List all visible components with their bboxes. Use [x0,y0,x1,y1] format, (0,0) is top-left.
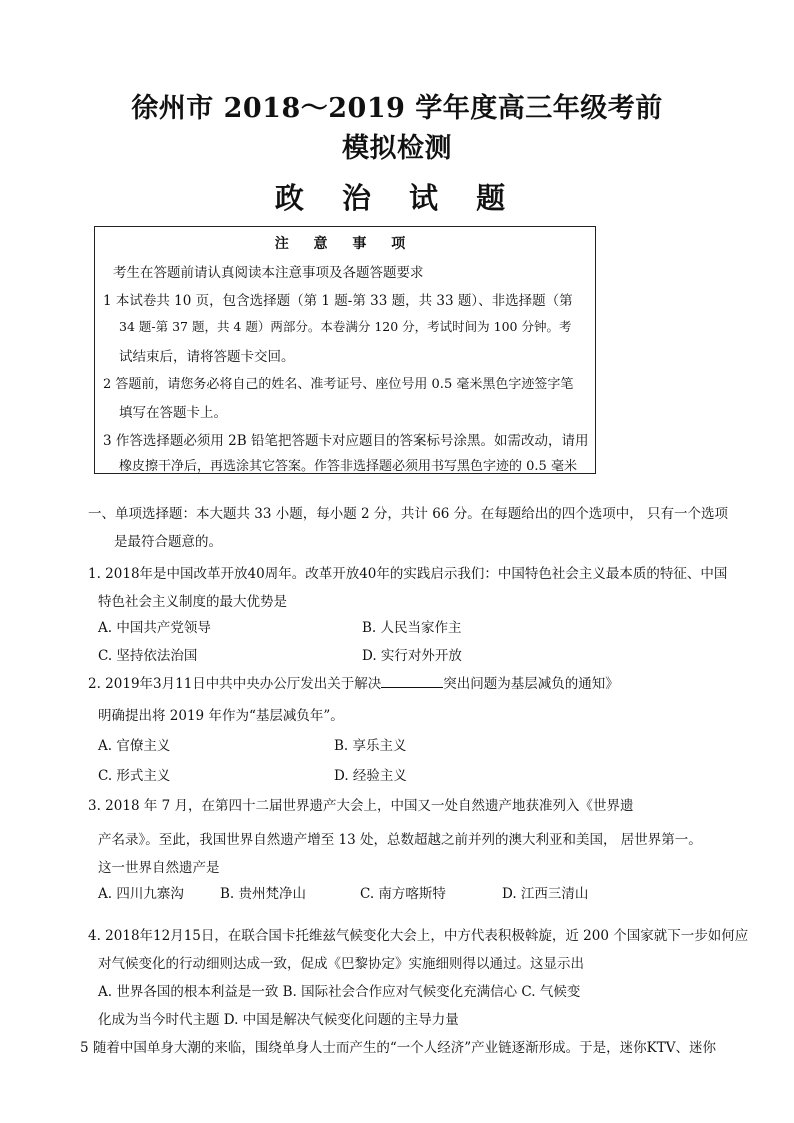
q2-stem [88,672,619,692]
q1-stem: 1. 2018年是中国改革开放40周年。改革开放40年的实践启示我们：中国特色社会主义最本质的特征、中国 [88,566,728,582]
title-line-2: 模拟检测 [342,133,452,164]
notice-line: 34 题-第 37 题，共 4 题）两部分。本卷满分 120 分，考试时间为 100 分钟。考 [119,319,572,334]
q3-option-a: A. 四川九寨沟 [98,886,184,902]
q2-stem-part2: 突出问题为基层减负的通知》 [443,676,619,692]
q1-option-d: D. 实行对外开放 [362,648,462,664]
notice-line: 3 作答选择题必须用 2B 铅笔把答题卡对应题目的答案标号涂黑。如需改动，请用 [103,433,589,449]
q3-option-c: C. 南方喀斯特 [360,886,446,902]
notice-line: 试结束后，请将答题卡交回。 [119,349,295,365]
q2-stem-cont: 明确提出将 2019 年作为“基层减负年”。 [98,708,344,724]
q1-option-c: C. 坚持依法治国 [98,648,198,664]
q3-stem: 3. 2018 年 7 月，在第四十二届世界遗产大会上，中国又一处自然遗产地获准列入《世界遗 [88,798,634,814]
q3-stem-cont: 产名录》。至此，我国世界自然遗产增至 13 处，总数超越之前并列的澳大利亚和美国， 居世界第一。 [98,832,702,848]
q2-option-a: A. 官僚主义 [98,738,171,754]
q1-option-b: B. 人民当家作主 [362,620,462,636]
q2-option-b: B. 享乐主义 [334,738,407,754]
q1-stem-cont: 特色社会主义制度的最大优势是 [98,594,287,610]
notice-heading: 注 意 事 项 [274,236,416,252]
q2-option-d: D. 经验主义 [334,768,407,784]
section-heading-cont: 是最符合题意的。 [114,534,222,550]
notice-intro: 考生在答题前请认真阅读本注意事项及各题答题要求 [113,265,424,281]
section-heading: 一、单项选择题：本大题共 33 小题，每小题 2 分，共计 66 分。在每题给出的四个选项中， 只有一个选项 [88,506,728,522]
subject-title: 政 治 试 题 [274,181,520,215]
q5-stem: 5 随着中国单身大潮的来临，围绕单身人士而产生的“一个人经济”产业链逐渐形成。于是，迷你KTV、迷你 [80,1040,717,1056]
q3-stem-cont2: 这一世界自然遗产是 [98,860,220,876]
notice-line: 1 本试卷共 10 页，包含选择题（第 1 题-第 33 题，共 33 题）、非选择题（第 [103,293,573,309]
notice-line: 橡皮擦干净后，再选涂其它答案。作答非选择题必须用书写黑色字迹的 0.5 毫米 [119,459,577,474]
q4-stem-cont: 对气候变化的行动细则达成一致，促成《巴黎协定》实施细则得以通过。这显示出 [98,956,584,972]
notice-line: 2 答题前，请您务必将自己的姓名、准考证号、座位号用 0.5 毫米黑色字迹签字笔 [103,377,574,392]
q3-option-b: B. 贵州梵净山 [220,886,307,902]
q4-options-line2: 化成为当今时代主题 D. 中国是解决气候变化问题的主导力量 [98,1012,459,1028]
q2-option-c: C. 形式主义 [98,768,171,784]
q4-stem: 4. 2018年12月15日，在联合国卡托维兹气候变化大会上，中方代表积极斡旋，近 200 个国家就下一步如何应 [88,928,749,944]
q3-option-d: D. 江西三清山 [502,886,589,902]
notice-line: 填写在答题卡上。 [119,405,227,421]
notice-box [94,226,596,474]
q1-option-a: A. 中国共产党领导 [98,620,211,636]
q4-options-line1: A. 世界各国的根本利益是一致 B. 国际社会合作应对气候变化充满信心 C. 气候变 [98,984,581,1000]
answer-blank [381,673,443,688]
q2-stem-part1: 2. 2019年3月11日中共中央办公厅发出关于解决 [88,676,382,692]
title-line-1: 徐州市 2018～2019 学年度高三年级考前 [131,93,663,124]
